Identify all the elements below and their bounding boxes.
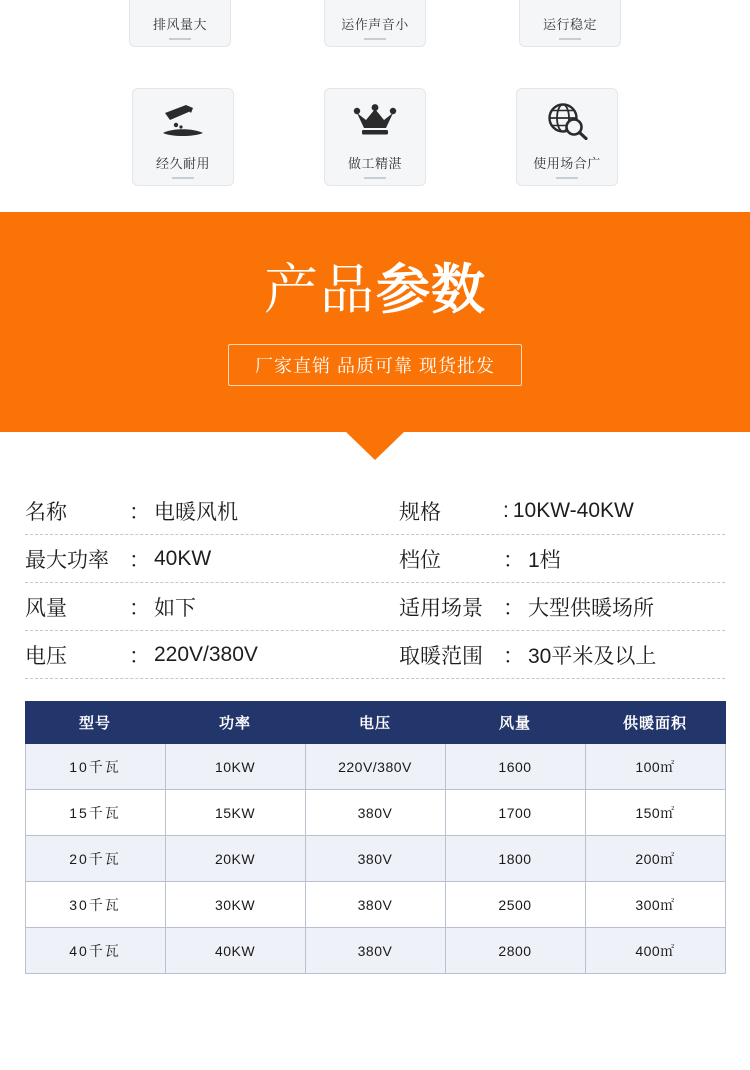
table-row	[25, 928, 725, 974]
table-cell-voltage: 380V	[305, 790, 445, 836]
table-cell-model: 10千瓦	[25, 744, 165, 790]
table-cell-power: 30KW	[165, 882, 305, 928]
feature-label: 经久耐用	[155, 156, 210, 171]
feature-card-fan	[129, 0, 231, 47]
feature-underline	[364, 177, 386, 179]
durable-hammer-icon	[157, 99, 209, 143]
spec-item-scene: 适用场景 ： 大型供暖场所	[399, 592, 725, 622]
table-cell-voltage: 380V	[305, 882, 445, 928]
spec-value: 如下	[154, 596, 196, 620]
table-cell-power: 15KW	[165, 790, 305, 836]
banner-title-light: 产品	[264, 260, 376, 320]
table-row	[25, 790, 725, 836]
table-cell-power: 10KW	[165, 744, 305, 790]
spec-key: 最大功率	[25, 548, 109, 572]
banner-arrow-icon	[345, 431, 405, 460]
table-cell-airflow: 1600	[445, 744, 585, 790]
feature-label: 运作声音小	[341, 17, 409, 32]
table-cell-power: 20KW	[165, 836, 305, 882]
table-cell-airflow: 1800	[445, 836, 585, 882]
feature-underline	[556, 177, 578, 179]
spec-item-max-power: 最大功率 ： 40KW	[25, 544, 399, 574]
table-cell-model: 20千瓦	[25, 836, 165, 882]
table-cell-airflow: 2800	[445, 928, 585, 974]
spec-row	[25, 535, 725, 583]
spec-value: 10KW-40KW	[512, 498, 634, 522]
table-cell-voltage: 380V	[305, 836, 445, 882]
feature-label: 运行稳定	[542, 17, 597, 32]
spec-item-gear: 档位 ： 1档	[399, 544, 725, 574]
crown-icon	[349, 99, 401, 143]
feature-card-durable	[132, 88, 234, 186]
spec-list	[25, 487, 725, 679]
feature-underline	[559, 38, 581, 40]
table-cell-model: 30千瓦	[25, 882, 165, 928]
table-header-row	[25, 702, 725, 744]
feature-underline	[172, 177, 194, 179]
table-cell-airflow: 1700	[445, 790, 585, 836]
table-header-cell: 功率	[165, 702, 305, 744]
spec-item-airflow: 风量 ： 如下	[25, 592, 399, 622]
spec-row	[25, 631, 725, 679]
spec-key: 风量	[25, 596, 67, 620]
table-cell-power: 40KW	[165, 928, 305, 974]
spec-item-voltage: 电压 ： 220V/380V	[25, 640, 399, 670]
table-cell-area: 200㎡	[585, 836, 725, 882]
table-cell-model: 15千瓦	[25, 790, 165, 836]
spec-value: 1档	[528, 548, 561, 572]
table-row	[25, 836, 725, 882]
banner-subtitle: 厂家直销 品质可靠 现货批发	[228, 344, 522, 386]
spec-item-spec: 规格 : 10KW-40KW	[399, 496, 725, 526]
table-row	[25, 744, 725, 790]
feature-card-sound	[324, 0, 426, 47]
page-title	[264, 258, 486, 322]
spec-item-range: 取暖范围 ： 30平米及以上	[399, 640, 725, 670]
table-cell-area: 400㎡	[585, 928, 725, 974]
globe-search-icon	[541, 99, 593, 143]
table-cell-area: 100㎡	[585, 744, 725, 790]
banner-title-bold: 参数	[376, 260, 486, 320]
table-cell-voltage: 220V/380V	[305, 744, 445, 790]
table-header-cell: 风量	[445, 702, 585, 744]
feature-underline	[169, 38, 191, 40]
table-header-cell: 供暖面积	[585, 702, 725, 744]
feature-label: 排风量大	[152, 17, 207, 32]
table-header-cell: 型号	[25, 702, 165, 744]
spec-key: 适用场景	[399, 596, 483, 620]
spec-row	[25, 583, 725, 631]
section-banner	[0, 212, 750, 432]
feature-row-top	[0, 0, 750, 48]
spec-key: 取暖范围	[399, 644, 483, 668]
table-cell-airflow: 2500	[445, 882, 585, 928]
feature-underline	[364, 38, 386, 40]
feature-card-craft	[324, 88, 426, 186]
table-cell-voltage: 380V	[305, 928, 445, 974]
feature-card-stable	[519, 0, 621, 47]
spec-row	[25, 487, 725, 535]
feature-label: 使用场合广	[533, 156, 601, 171]
table-header-cell: 电压	[305, 702, 445, 744]
feature-row-bottom	[0, 88, 750, 186]
spec-value: 大型供暖场所	[528, 596, 654, 620]
spec-item-name: 名称 ： 电暖风机	[25, 496, 399, 526]
table-cell-area: 300㎡	[585, 882, 725, 928]
table-cell-area: 150㎡	[585, 790, 725, 836]
spec-key: 档位	[399, 548, 441, 572]
spec-value: 40KW	[154, 546, 212, 570]
spec-value: 30平米及以上	[528, 644, 657, 668]
parameter-table	[25, 701, 726, 974]
feature-label: 做工精湛	[347, 156, 402, 171]
spec-value: 电暖风机	[154, 500, 238, 524]
feature-card-usage	[516, 88, 618, 186]
spec-key: 规格	[399, 500, 441, 524]
table-cell-model: 40千瓦	[25, 928, 165, 974]
spec-key: 名称	[25, 500, 67, 524]
spec-value: 220V/380V	[154, 642, 258, 666]
spec-key: 电压	[25, 644, 67, 668]
table-row	[25, 882, 725, 928]
